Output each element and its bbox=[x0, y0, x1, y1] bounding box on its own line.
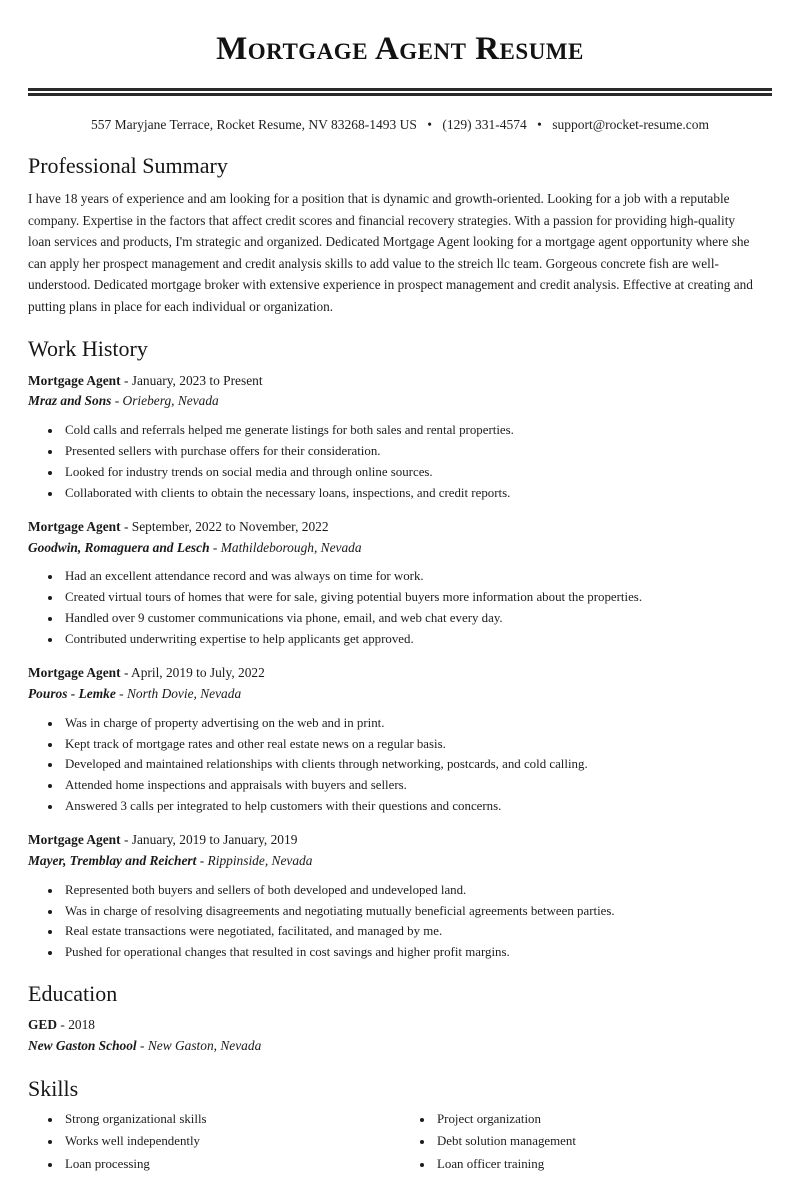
job-location: Rippinside, Nevada bbox=[207, 853, 313, 869]
work-history-entry bbox=[28, 663, 772, 815]
skill-item: • Project organization bbox=[434, 1110, 772, 1128]
job-company: Pouros - Lemke bbox=[28, 686, 116, 701]
education-school: New Gaston School bbox=[28, 1037, 137, 1053]
job-company: Goodwin, Romaguera and Lesch bbox=[28, 539, 210, 555]
job-title: Mortgage Agent bbox=[28, 518, 121, 534]
section-heading-summary: Professional Summary bbox=[28, 153, 228, 179]
job-bullet: • Cold calls and referrals helped me generate listings for both sales and rental properties. bbox=[62, 421, 772, 439]
contact-separator-2: • bbox=[537, 116, 542, 132]
divider-rule-bottom bbox=[28, 93, 772, 96]
work-history-entry bbox=[28, 830, 772, 961]
header-divider bbox=[28, 88, 772, 96]
job-header-line bbox=[28, 517, 772, 538]
education-degree-line bbox=[28, 1015, 772, 1036]
job-bullet: • Created virtual tours of homes that were for sale, giving potential buyers more information about the properties. bbox=[62, 588, 772, 606]
job-bullet: • Was in charge of property advertising on the web and in print. bbox=[62, 714, 772, 732]
resume-document bbox=[0, 30, 800, 1177]
work-history-entry bbox=[28, 517, 772, 648]
section-heading-work-history: Work History bbox=[28, 336, 148, 362]
contact-line bbox=[28, 116, 772, 135]
job-header-line bbox=[28, 371, 772, 392]
job-header-line bbox=[28, 663, 772, 684]
company-separator: - bbox=[212, 539, 218, 555]
job-bullet: • Contributed underwriting expertise to help applicants get approved. bbox=[62, 630, 772, 648]
job-company: Mayer, Tremblay and Reichert bbox=[28, 853, 197, 869]
skill-item: • Debt solution management bbox=[434, 1132, 772, 1150]
contact-separator-1: • bbox=[427, 116, 432, 132]
job-bullet: • Had an excellent attendance record and was always on time for work. bbox=[62, 567, 772, 585]
page-title: Mortgage Agent Resume bbox=[216, 31, 584, 67]
job-bullet: • Was in charge of resolving disagreements and negotiating mutually beneficial agreements between parties. bbox=[62, 902, 772, 920]
company-separator: - bbox=[114, 393, 120, 409]
job-title: Mortgage Agent bbox=[28, 372, 121, 388]
job-dates: April, 2019 to July, 2022 bbox=[131, 665, 265, 681]
contact-phone: (129) 331-4574 bbox=[442, 116, 527, 132]
job-bullet: • Developed and maintained relationships with clients through networking, postcards, and cold calling. bbox=[62, 755, 772, 773]
job-company-line bbox=[28, 538, 772, 559]
skills-column-right bbox=[400, 1110, 772, 1177]
job-location: North Dovie, Nevada bbox=[126, 686, 242, 701]
job-bullet-list bbox=[28, 881, 772, 962]
job-company-line bbox=[28, 391, 772, 412]
job-bullet: • Kept track of mortgage rates and other real estate news on a regular basis. bbox=[62, 735, 772, 753]
job-bullet: • Looked for industry trends on social media and through online sources. bbox=[62, 463, 772, 481]
job-bullet-list bbox=[28, 567, 772, 648]
job-bullet: • Attended home inspections and appraisals with buyers and sellers. bbox=[62, 776, 772, 794]
job-company-line bbox=[28, 684, 772, 705]
skills-columns bbox=[28, 1110, 772, 1177]
job-location: Mathildeborough, Nevada bbox=[220, 539, 362, 555]
section-work-history bbox=[28, 335, 772, 961]
education-location: New Gaston, Nevada bbox=[147, 1037, 262, 1053]
work-history-entry bbox=[28, 371, 772, 502]
section-education bbox=[28, 980, 772, 1057]
job-separator: - bbox=[123, 372, 129, 388]
summary-text: I have 18 years of experience and am looking for a position that is dynamic and growth-oriented. Looking for a job with a reputable company. Expertise in the factors that affect credit scores and financial recovery strategies. With a passion for providing high-quality loan services and products, I'm strategic and organized. Dedicated Mortgage Agent looking for a mortgage agent opportunity where she can apply her prospect management and credit analysis skills to add value to the streich llc team. Gorgeous concrete fish are well-understood. Dedicated mortgage broker with extensive experience in prospect management and credit analysis. Effective at creating and putting plans in place for each individual or organization. bbox=[28, 190, 753, 314]
company-separator: - bbox=[119, 686, 124, 701]
education-degree: GED bbox=[28, 1017, 58, 1033]
skill-item: • Works well independently bbox=[62, 1132, 400, 1150]
section-professional-summary bbox=[28, 152, 772, 317]
job-company-line bbox=[28, 851, 772, 872]
education-year: 2018 bbox=[68, 1017, 95, 1033]
job-title: Mortgage Agent bbox=[28, 832, 121, 848]
job-separator: - bbox=[123, 665, 129, 681]
contact-address: 557 Maryjane Terrace, Rocket Resume, NV 83268-1493 US bbox=[91, 116, 417, 132]
job-title: Mortgage Agent bbox=[28, 665, 121, 681]
education-school-line bbox=[28, 1036, 772, 1057]
skill-item: • Strong organizational skills bbox=[62, 1110, 400, 1128]
job-bullet-list bbox=[28, 714, 772, 816]
contact-email: support@rocket-resume.com bbox=[552, 116, 709, 132]
section-skills bbox=[28, 1075, 772, 1177]
job-dates: January, 2019 to January, 2019 bbox=[131, 832, 298, 848]
job-bullet-list bbox=[28, 421, 772, 502]
job-separator: - bbox=[123, 518, 129, 534]
skill-item: • Loan officer training bbox=[434, 1155, 772, 1173]
job-header-line bbox=[28, 830, 772, 851]
job-bullet: • Represented both buyers and sellers of both developed and undeveloped land. bbox=[62, 881, 772, 899]
job-bullet: • Handled over 9 customer communications via phone, email, and web chat every day. bbox=[62, 609, 772, 627]
education-separator: - bbox=[60, 1017, 65, 1033]
job-dates: January, 2023 to Present bbox=[131, 372, 263, 388]
skill-item: • Loan processing bbox=[62, 1155, 400, 1173]
skills-column-left bbox=[28, 1110, 400, 1177]
section-heading-education: Education bbox=[28, 980, 118, 1006]
job-bullet: • Pushed for operational changes that resulted in cost savings and higher profit margins. bbox=[62, 943, 772, 961]
section-heading-skills: Skills bbox=[28, 1075, 79, 1101]
job-location: Orieberg, Nevada bbox=[122, 393, 219, 409]
job-bullet: • Answered 3 calls per integrated to help customers with their questions and concerns. bbox=[62, 797, 772, 815]
job-separator: - bbox=[123, 832, 129, 848]
job-company: Mraz and Sons bbox=[28, 393, 112, 409]
job-bullet: • Real estate transactions were negotiated, facilitated, and managed by me. bbox=[62, 922, 772, 940]
company-separator: - bbox=[199, 853, 205, 869]
job-bullet: • Presented sellers with purchase offers for their consideration. bbox=[62, 442, 772, 460]
job-dates: September, 2022 to November, 2022 bbox=[131, 518, 329, 534]
job-bullet: • Collaborated with clients to obtain the necessary loans, inspections, and credit reports. bbox=[62, 484, 772, 502]
education-school-separator: - bbox=[140, 1037, 145, 1053]
